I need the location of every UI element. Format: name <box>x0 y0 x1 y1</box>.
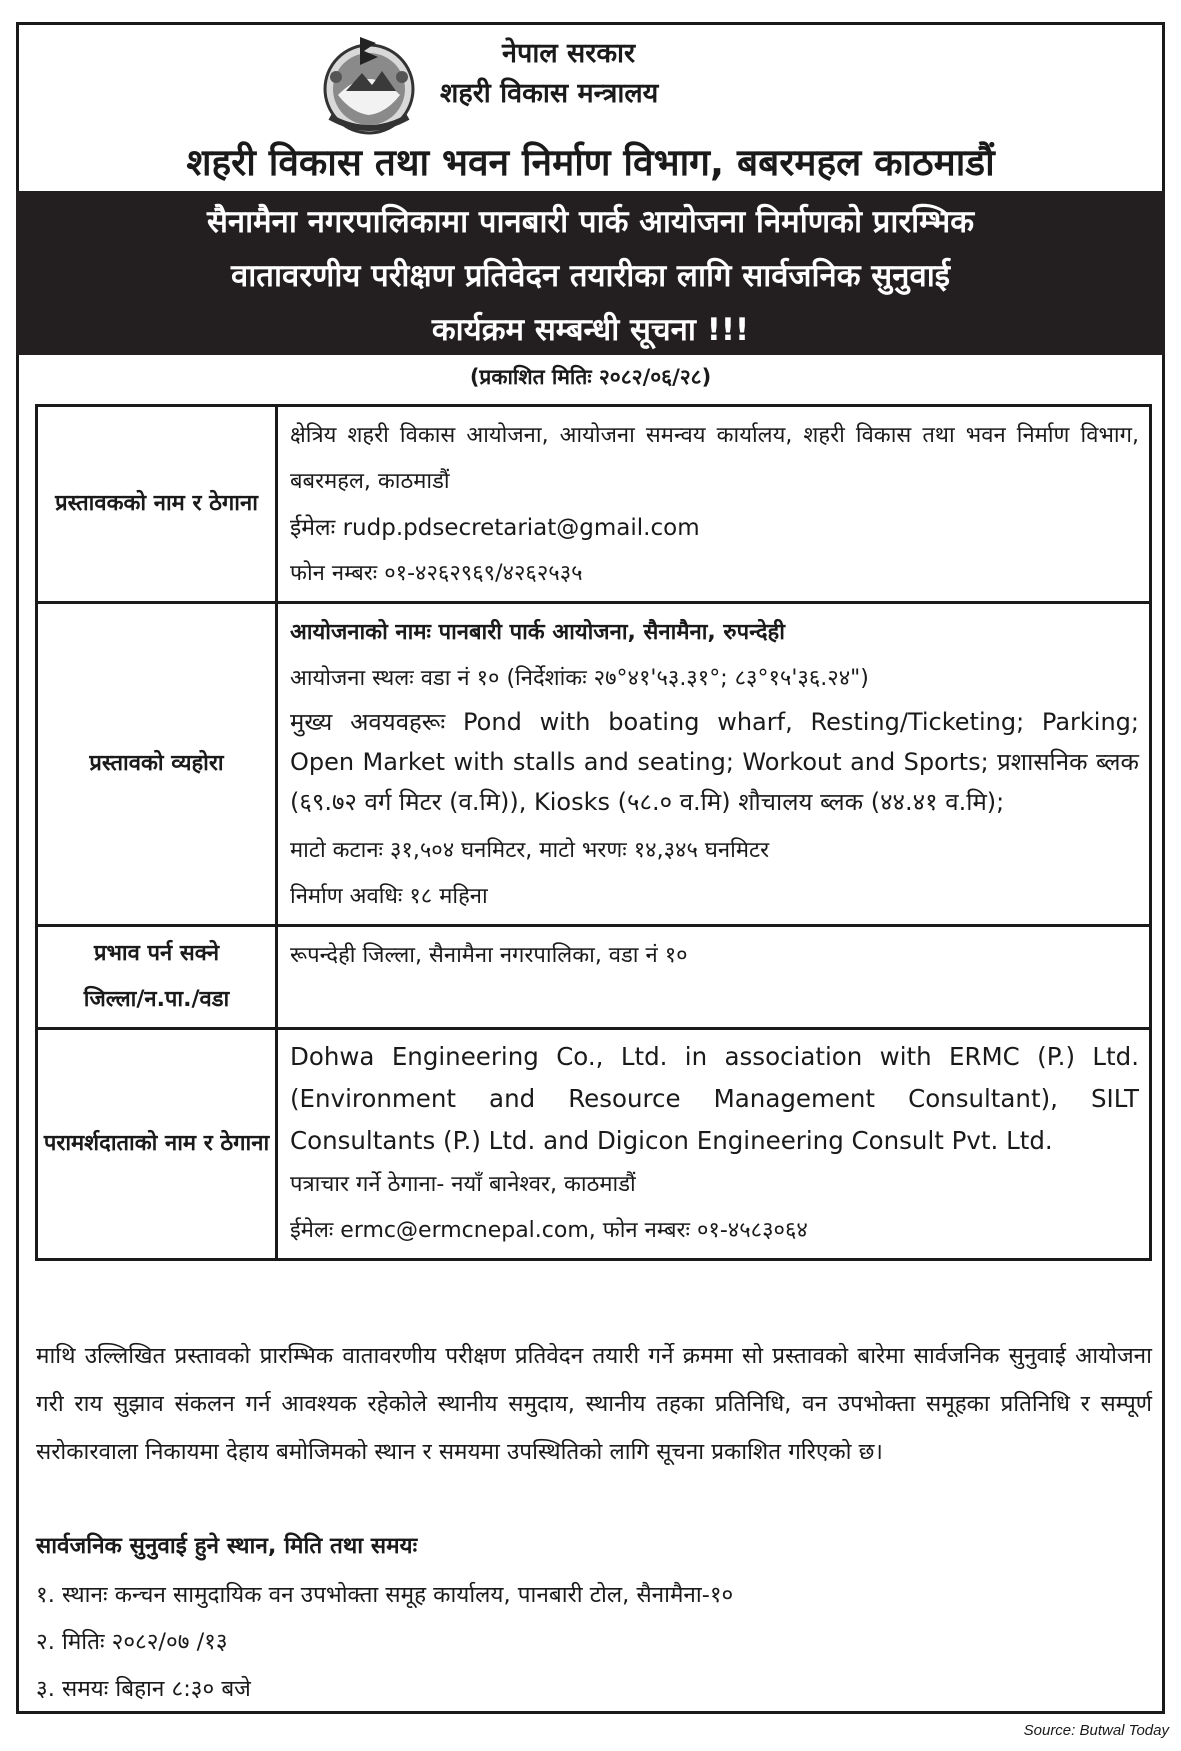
consultant-address: पत्राचार गर्ने ठेगाना- नयाँ बानेश्वर, काठमाडौं <box>290 1172 636 1197</box>
consultant-label: परामर्शदाताको नाम र ठेगाना <box>37 1029 277 1260</box>
proposal-label: प्रस्तावको व्यहोरा <box>37 603 277 926</box>
affected-label: प्रभाव पर्न सक्ने जिल्ला/न.पा./वडा <box>37 926 277 1029</box>
nepal-government-emblem-icon <box>316 33 422 137</box>
banner-line-2: वातावरणीय परीक्षण प्रतिवेदन तयारीका लागि सार्वजनिक सुनुवाई <box>231 258 950 294</box>
table-row-affected <box>37 926 1151 1029</box>
hearing-title: सार्वजनिक सुनुवाई हुने स्थान, मिति तथा समयः <box>36 1533 418 1559</box>
hearing-details <box>36 1572 733 1713</box>
notice-paragraph: माथि उल्लिखित प्रस्तावको प्रारम्भिक वातावरणीय परीक्षण प्रतिवेदन तयारी गर्ने क्रममा सो प्रस्तावको बारेमा सार्वजनिक सुनुवाई आयोजना गरी राय सुझाव संकलन गर्न आवश्यक रहेकोले स्थानीय समुदाय, स्थानीय तहका प्रतिनिधि, वन उपभोक्ता समूहका प्रतिनिधि र सम्पूर्ण सरोकारवाला निकायमा देहाय बमोजिमको स्थान र समयमा उपस्थितिको लागि सूचना प्रकाशित गरिएको छ। <box>36 1343 1152 1465</box>
table-row-proponent <box>37 406 1151 603</box>
source-credit: Source: Butwal Today <box>1023 1722 1169 1739</box>
notice-banner <box>16 191 1165 355</box>
published-date: (प्रकाशित मितिः २०८२/०६/२८) <box>469 365 712 389</box>
proponent-email: ईमेलः rudp.pdsecretariat@gmail.com <box>290 515 700 541</box>
affected-area: रूपन्देही जिल्ला, सैनामैना नगरपालिका, वडा नं १० <box>290 943 688 968</box>
table-row-consultant <box>37 1029 1151 1260</box>
table-row-proposal <box>37 603 1151 926</box>
consultant-contact: ईमेलः ermc@ermcnepal.com, फोन नम्बरः ०१-४५८३०६४ <box>290 1218 808 1243</box>
hearing-place: १. स्थानः कन्चन सामुदायिक वन उपभोक्ता समूह कार्यालय, पानबारी टोल, सैनामैना-१० <box>36 1582 734 1608</box>
proposal-info-table <box>35 404 1152 1261</box>
consultant-name: Dohwa Engineering Co., Ltd. in association with ERMC (P.) Ltd. (Environment and Resource Management Consultant), SILT Consultants (P.) Ltd. and Digicon Engineering Consult Pvt. Ltd. <box>290 1042 1139 1155</box>
project-duration: निर्माण अवधिः १८ महिना <box>290 884 488 909</box>
affected-value <box>277 926 1151 1029</box>
project-location: आयोजना स्थलः वडा नं १० (निर्देशांकः २७°४१'५३.३१°; ८३°१५'३६.२४") <box>290 666 869 691</box>
proponent-value <box>277 406 1151 603</box>
project-components: मुख्य अवयवहरूः Pond with boating wharf, Resting/Ticketing; Parking; Open Market with stalls and seating; Workout and Sports; प्रशासनिक ब्लक (६९.७२ वर्ग मिटर (व.मि)), Kiosks (५८.० व.मि) शौचालय ब्लक (४४.४१ व.मि); <box>290 708 1139 816</box>
banner-line-1: सैनामैना नगरपालिकामा पानबारी पार्क आयोजना निर्माणको प्रारम्भिक <box>206 204 975 240</box>
proponent-name: क्षेत्रिय शहरी विकास आयोजना, आयोजना समन्वय कार्यालय, शहरी विकास तथा भवन निर्माण विभाग, बबरमहल, काठमाडौं <box>290 423 1139 494</box>
consultant-value <box>277 1029 1151 1260</box>
proposal-value <box>277 603 1151 926</box>
department-title: शहरी विकास तथा भवन निर्माण विभाग, बबरमहल काठमाडौं <box>186 141 995 184</box>
ministry-name: शहरी विकास मन्त्रालय <box>440 78 659 109</box>
proponent-phone: फोन नम्बरः ०१-४२६२९६९/४२६२५३५ <box>290 561 583 586</box>
project-earthwork: माटो कटानः ३१,५०४ घनमिटर, माटो भरणः १४,३४५ घनमिटर <box>290 838 770 863</box>
proponent-label: प्रस्तावकको नाम र ठेगाना <box>37 406 277 603</box>
banner-line-3: कार्यक्रम सम्बन्धी सूचना !!! <box>431 312 750 348</box>
hearing-date: २. मितिः २०८२/०७ /१३ <box>36 1629 228 1655</box>
project-name: आयोजनाको नामः पानबारी पार्क आयोजना, सैनामैना, रुपन्देही <box>290 620 785 645</box>
hearing-time: ३. समयः बिहान ८:३० बजे <box>36 1676 251 1702</box>
government-heading <box>440 34 880 114</box>
gov-name: नेपाल सरकार <box>502 38 636 69</box>
